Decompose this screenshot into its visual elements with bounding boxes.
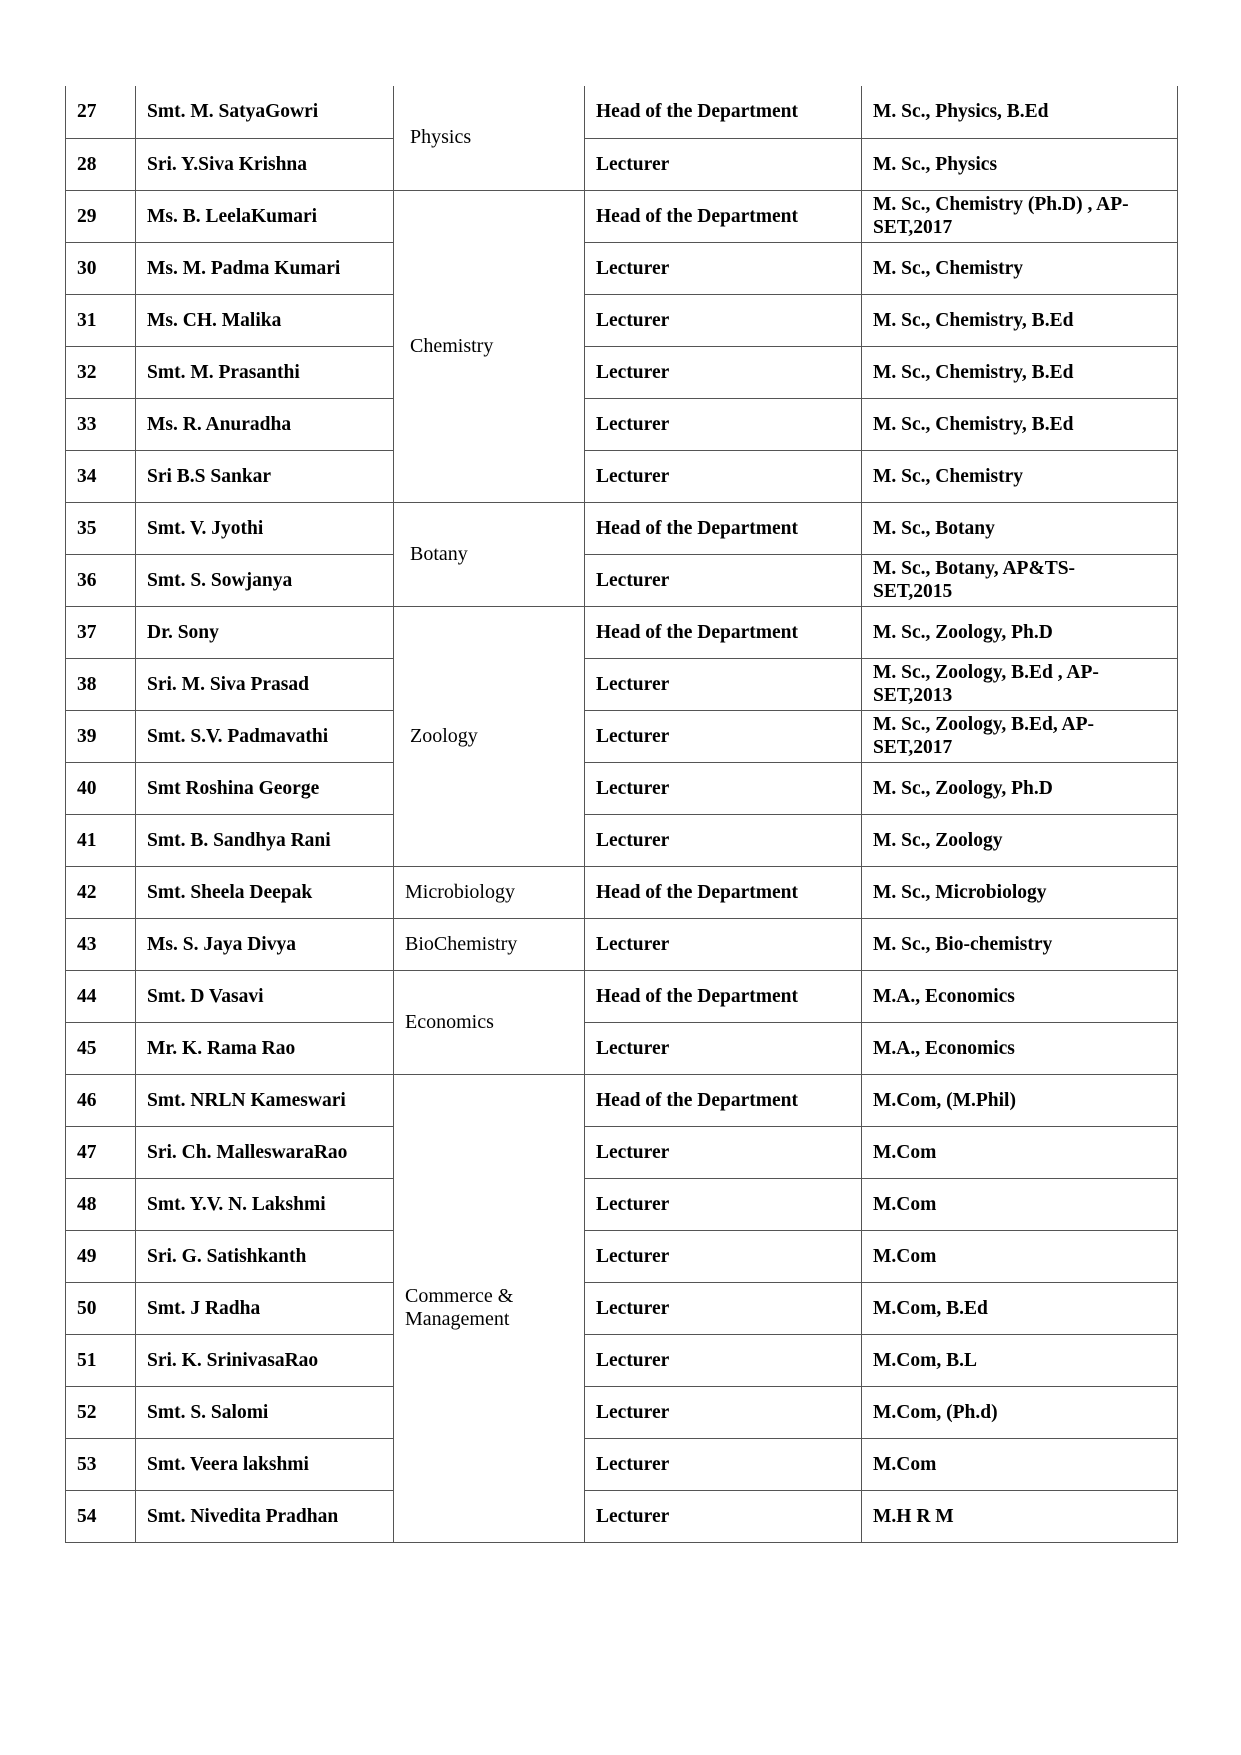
serial-number: 37 bbox=[66, 606, 136, 658]
table-row bbox=[66, 1282, 1178, 1334]
qualification: M.Com bbox=[862, 1178, 1178, 1230]
designation: Head of the Department bbox=[585, 970, 862, 1022]
department-name: Botany bbox=[394, 502, 585, 606]
serial-number: 45 bbox=[66, 1022, 136, 1074]
table-row bbox=[66, 918, 1178, 970]
serial-number: 54 bbox=[66, 1490, 136, 1542]
qualification: M. Sc., Chemistry, B.Ed bbox=[862, 398, 1178, 450]
qualification: M. Sc., Chemistry, B.Ed bbox=[862, 346, 1178, 398]
staff-name: Smt. NRLN Kameswari bbox=[136, 1074, 394, 1126]
serial-number: 30 bbox=[66, 242, 136, 294]
qualification: M. Sc., Physics, B.Ed bbox=[862, 86, 1178, 138]
table-row bbox=[66, 450, 1178, 502]
qualification: M. Sc., Botany, AP&TS-SET,2015 bbox=[862, 554, 1178, 606]
serial-number: 40 bbox=[66, 762, 136, 814]
table-row bbox=[66, 762, 1178, 814]
table-row bbox=[66, 398, 1178, 450]
qualification: M.Com bbox=[862, 1126, 1178, 1178]
qualification: M.Com bbox=[862, 1438, 1178, 1490]
staff-name: Smt. V. Jyothi bbox=[136, 502, 394, 554]
serial-number: 34 bbox=[66, 450, 136, 502]
staff-name: Sri. G. Satishkanth bbox=[136, 1230, 394, 1282]
table-row bbox=[66, 1074, 1178, 1126]
qualification: M.Com, B.Ed bbox=[862, 1282, 1178, 1334]
table-row bbox=[66, 294, 1178, 346]
designation: Lecturer bbox=[585, 1126, 862, 1178]
designation: Lecturer bbox=[585, 1490, 862, 1542]
table-row bbox=[66, 346, 1178, 398]
table-row bbox=[66, 502, 1178, 554]
staff-name: Smt. M. SatyaGowri bbox=[136, 86, 394, 138]
department-name: BioChemistry bbox=[394, 918, 585, 970]
designation: Lecturer bbox=[585, 1282, 862, 1334]
designation: Lecturer bbox=[585, 762, 862, 814]
serial-number: 36 bbox=[66, 554, 136, 606]
department-name: Economics bbox=[394, 970, 585, 1074]
qualification: M. Sc., Microbiology bbox=[862, 866, 1178, 918]
qualification: M.Com, (Ph.d) bbox=[862, 1386, 1178, 1438]
serial-number: 46 bbox=[66, 1074, 136, 1126]
staff-name: Sri. Y.Siva Krishna bbox=[136, 138, 394, 190]
staff-name: Smt. J Radha bbox=[136, 1282, 394, 1334]
designation: Head of the Department bbox=[585, 1074, 862, 1126]
qualification: M.A., Economics bbox=[862, 1022, 1178, 1074]
qualification: M. Sc., Chemistry bbox=[862, 242, 1178, 294]
serial-number: 33 bbox=[66, 398, 136, 450]
table-row bbox=[66, 1438, 1178, 1490]
serial-number: 43 bbox=[66, 918, 136, 970]
table-row bbox=[66, 1386, 1178, 1438]
designation: Head of the Department bbox=[585, 86, 862, 138]
serial-number: 47 bbox=[66, 1126, 136, 1178]
designation: Head of the Department bbox=[585, 190, 862, 242]
table-row bbox=[66, 242, 1178, 294]
table-row bbox=[66, 1230, 1178, 1282]
table-row bbox=[66, 138, 1178, 190]
table-row bbox=[66, 1334, 1178, 1386]
qualification: M. Sc., Botany bbox=[862, 502, 1178, 554]
table-row bbox=[66, 970, 1178, 1022]
department-name: Physics bbox=[394, 86, 585, 190]
designation: Lecturer bbox=[585, 1022, 862, 1074]
staff-table-body bbox=[66, 86, 1178, 1542]
designation: Lecturer bbox=[585, 710, 862, 762]
table-row bbox=[66, 710, 1178, 762]
table-row bbox=[66, 606, 1178, 658]
qualification: M. Sc., Chemistry, B.Ed bbox=[862, 294, 1178, 346]
designation: Head of the Department bbox=[585, 866, 862, 918]
qualification: M. Sc., Zoology, B.Ed, AP-SET,2017 bbox=[862, 710, 1178, 762]
staff-name: Smt. S. Salomi bbox=[136, 1386, 394, 1438]
staff-name: Mr. K. Rama Rao bbox=[136, 1022, 394, 1074]
designation: Lecturer bbox=[585, 918, 862, 970]
qualification: M. Sc., Bio-chemistry bbox=[862, 918, 1178, 970]
staff-name: Smt. B. Sandhya Rani bbox=[136, 814, 394, 866]
staff-table bbox=[65, 86, 1178, 1543]
designation: Lecturer bbox=[585, 1230, 862, 1282]
serial-number: 39 bbox=[66, 710, 136, 762]
serial-number: 38 bbox=[66, 658, 136, 710]
staff-name: Ms. B. LeelaKumari bbox=[136, 190, 394, 242]
staff-name: Sri. M. Siva Prasad bbox=[136, 658, 394, 710]
designation: Lecturer bbox=[585, 658, 862, 710]
designation: Head of the Department bbox=[585, 502, 862, 554]
designation: Lecturer bbox=[585, 450, 862, 502]
qualification: M.H R M bbox=[862, 1490, 1178, 1542]
table-row bbox=[66, 1178, 1178, 1230]
designation: Head of the Department bbox=[585, 606, 862, 658]
qualification: M. Sc., Zoology, B.Ed , AP-SET,2013 bbox=[862, 658, 1178, 710]
staff-name: Smt. M. Prasanthi bbox=[136, 346, 394, 398]
table-row bbox=[66, 554, 1178, 606]
table-row bbox=[66, 1490, 1178, 1542]
designation: Lecturer bbox=[585, 242, 862, 294]
department-name: Chemistry bbox=[394, 190, 585, 502]
staff-name: Smt. D Vasavi bbox=[136, 970, 394, 1022]
qualification: M.A., Economics bbox=[862, 970, 1178, 1022]
table-row bbox=[66, 190, 1178, 242]
qualification: M.Com bbox=[862, 1230, 1178, 1282]
serial-number: 50 bbox=[66, 1282, 136, 1334]
serial-number: 32 bbox=[66, 346, 136, 398]
serial-number: 51 bbox=[66, 1334, 136, 1386]
serial-number: 44 bbox=[66, 970, 136, 1022]
staff-name: Dr. Sony bbox=[136, 606, 394, 658]
serial-number: 35 bbox=[66, 502, 136, 554]
designation: Lecturer bbox=[585, 346, 862, 398]
serial-number: 53 bbox=[66, 1438, 136, 1490]
serial-number: 27 bbox=[66, 86, 136, 138]
department-name: Zoology bbox=[394, 606, 585, 866]
designation: Lecturer bbox=[585, 294, 862, 346]
staff-name: Sri. Ch. MalleswaraRao bbox=[136, 1126, 394, 1178]
staff-name: Smt Roshina George bbox=[136, 762, 394, 814]
staff-name: Smt. Sheela Deepak bbox=[136, 866, 394, 918]
serial-number: 29 bbox=[66, 190, 136, 242]
table-row bbox=[66, 1126, 1178, 1178]
designation: Lecturer bbox=[585, 1334, 862, 1386]
department-name: Commerce & Management bbox=[394, 1074, 585, 1542]
designation: Lecturer bbox=[585, 1438, 862, 1490]
staff-name: Smt. Nivedita Pradhan bbox=[136, 1490, 394, 1542]
table-row bbox=[66, 814, 1178, 866]
qualification: M. Sc., Chemistry (Ph.D) , AP-SET,2017 bbox=[862, 190, 1178, 242]
serial-number: 28 bbox=[66, 138, 136, 190]
designation: Lecturer bbox=[585, 814, 862, 866]
department-name: Microbiology bbox=[394, 866, 585, 918]
staff-name: Ms. R. Anuradha bbox=[136, 398, 394, 450]
table-row bbox=[66, 658, 1178, 710]
staff-name: Sri B.S Sankar bbox=[136, 450, 394, 502]
designation: Lecturer bbox=[585, 138, 862, 190]
serial-number: 31 bbox=[66, 294, 136, 346]
staff-name: Smt. Veera lakshmi bbox=[136, 1438, 394, 1490]
staff-name: Ms. M. Padma Kumari bbox=[136, 242, 394, 294]
qualification: M. Sc., Zoology, Ph.D bbox=[862, 606, 1178, 658]
serial-number: 48 bbox=[66, 1178, 136, 1230]
table-row bbox=[66, 86, 1178, 138]
staff-name: Smt. S.V. Padmavathi bbox=[136, 710, 394, 762]
qualification: M. Sc., Zoology bbox=[862, 814, 1178, 866]
designation: Lecturer bbox=[585, 554, 862, 606]
designation: Lecturer bbox=[585, 398, 862, 450]
qualification: M. Sc., Zoology, Ph.D bbox=[862, 762, 1178, 814]
staff-name: Smt. S. Sowjanya bbox=[136, 554, 394, 606]
serial-number: 41 bbox=[66, 814, 136, 866]
qualification: M. Sc., Chemistry bbox=[862, 450, 1178, 502]
serial-number: 52 bbox=[66, 1386, 136, 1438]
designation: Lecturer bbox=[585, 1178, 862, 1230]
staff-name: Ms. S. Jaya Divya bbox=[136, 918, 394, 970]
table-row bbox=[66, 866, 1178, 918]
serial-number: 49 bbox=[66, 1230, 136, 1282]
qualification: M. Sc., Physics bbox=[862, 138, 1178, 190]
staff-name: Smt. Y.V. N. Lakshmi bbox=[136, 1178, 394, 1230]
qualification: M.Com, B.L bbox=[862, 1334, 1178, 1386]
staff-name: Ms. CH. Malika bbox=[136, 294, 394, 346]
qualification: M.Com, (M.Phil) bbox=[862, 1074, 1178, 1126]
table-row bbox=[66, 1022, 1178, 1074]
staff-name: Sri. K. SrinivasaRao bbox=[136, 1334, 394, 1386]
designation: Lecturer bbox=[585, 1386, 862, 1438]
serial-number: 42 bbox=[66, 866, 136, 918]
